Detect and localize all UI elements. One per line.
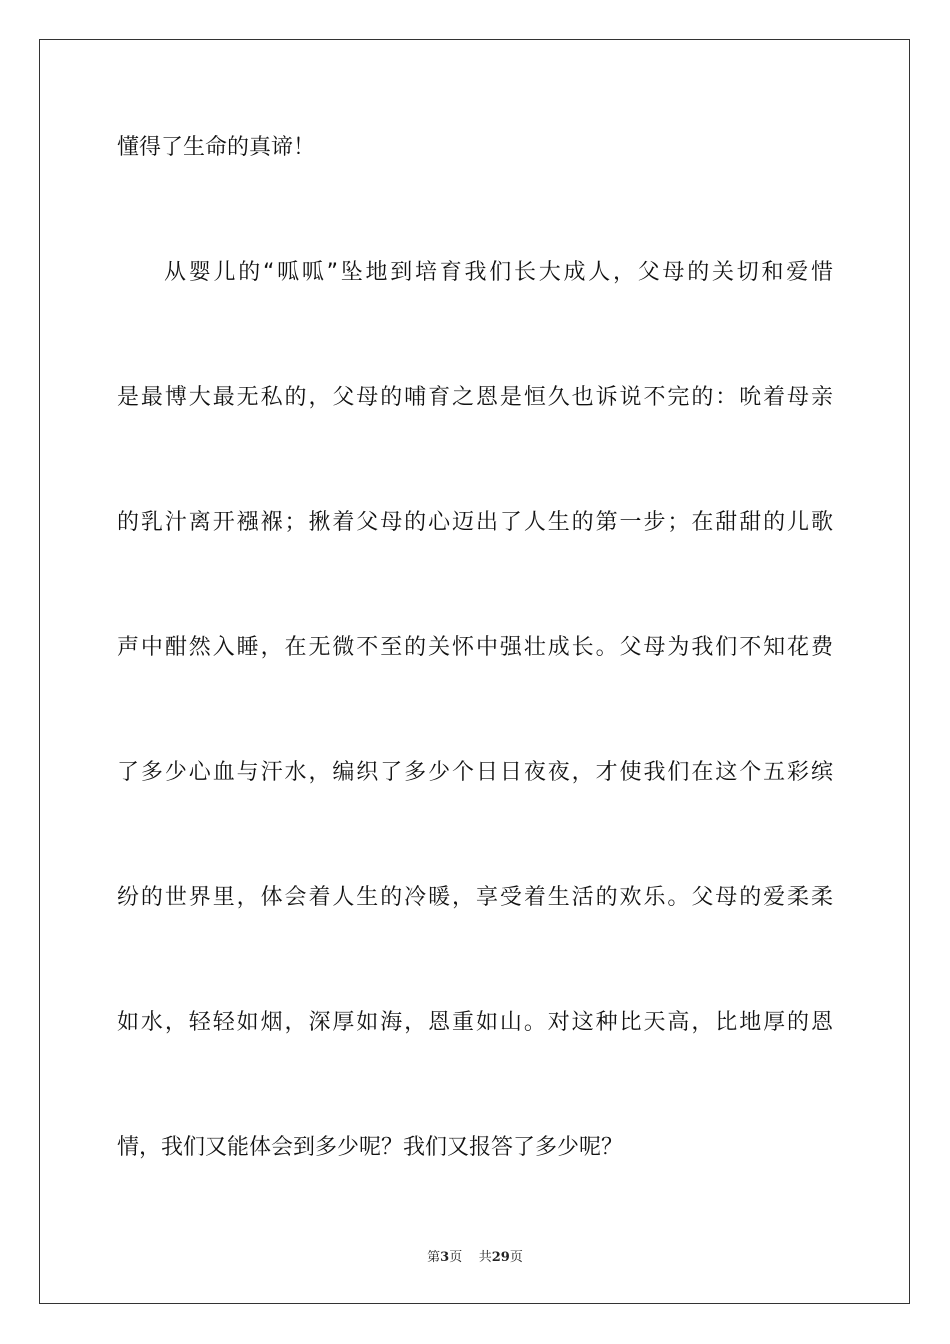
footer-total-prefix: 共 xyxy=(478,1250,492,1265)
text-line-1: 懂得了生命的真谛！ xyxy=(117,135,316,160)
text-line-3: 是最博大最无私的，父母的哺育之恩是恒久也诉说不完的：吮着母亲 xyxy=(117,385,833,410)
footer-page-prefix: 第 xyxy=(427,1250,441,1265)
footer-total-pages: 29 xyxy=(491,1250,510,1265)
text-line-5: 声中酣然入睡，在无微不至的关怀中强壮成长。父母为我们不知花费 xyxy=(117,635,833,660)
text-line-9: 情，我们又能体会到多少呢？我们又报答了多少呢？ xyxy=(117,1135,624,1160)
text-line-2: 从婴儿的“呱呱”坠地到培育我们长大成人，父母的关切和爱惜 xyxy=(164,260,833,285)
text-line-8: 如水，轻轻如烟，深厚如海，恩重如山。对这种比天高，比地厚的恩 xyxy=(117,1010,833,1035)
footer-page-suffix: 页 xyxy=(449,1250,463,1265)
text-line-6: 了多少心血与汗水，编织了多少个日日夜夜，才使我们在这个五彩缤 xyxy=(117,760,833,785)
text-line-4: 的乳汁离开襁褓；揪着父母的心迈出了人生的第一步；在甜甜的儿歌 xyxy=(117,510,833,535)
footer-total-suffix: 页 xyxy=(509,1250,523,1265)
page-border xyxy=(39,39,910,1304)
text-line-7: 纷的世界里，体会着人生的冷暖，享受着生活的欢乐。父母的爱柔柔 xyxy=(117,885,833,910)
page-footer xyxy=(0,1246,950,1265)
footer-page-number: 3 xyxy=(440,1250,450,1265)
